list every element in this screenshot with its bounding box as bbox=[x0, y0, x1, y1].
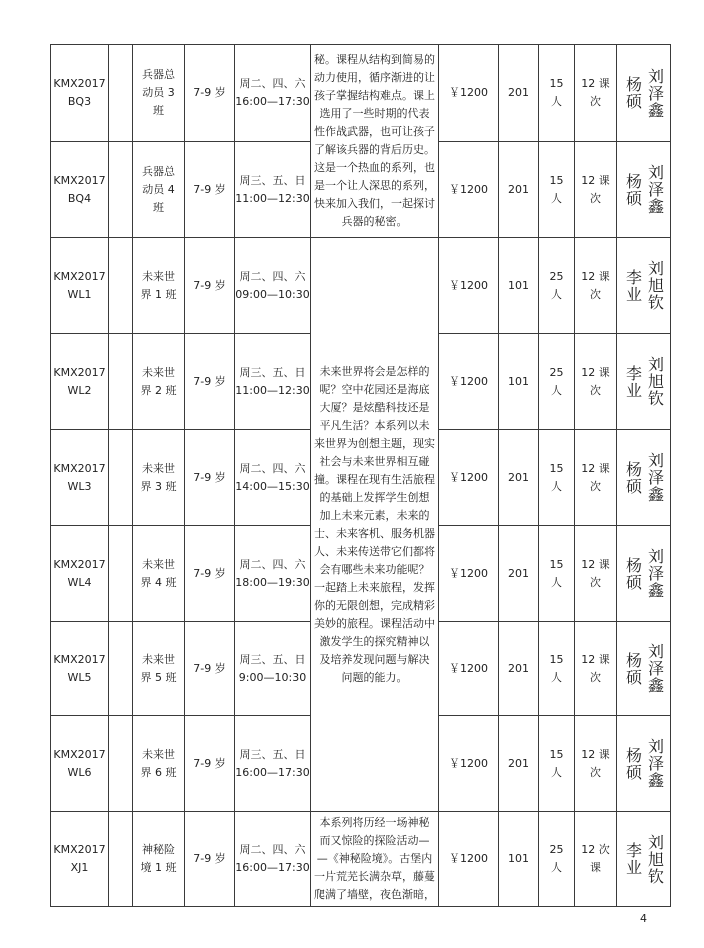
row-2-lesson-count bbox=[574, 141, 617, 238]
room-text: 201 bbox=[508, 470, 529, 484]
teacher-name: 刘泽鑫 bbox=[645, 164, 665, 215]
row-3-schedule-time bbox=[234, 237, 311, 334]
class-name-text: 兵器总 动员 3 班 bbox=[142, 68, 175, 117]
row-6-age-range bbox=[184, 525, 235, 622]
teacher-names bbox=[624, 164, 664, 215]
class-name-text: 未来世 界 4 班 bbox=[140, 557, 177, 589]
row-1-empty-cell bbox=[108, 44, 133, 142]
row-3-course-code bbox=[50, 237, 109, 334]
row-5-age-range bbox=[184, 429, 235, 526]
row-9-schedule-time bbox=[234, 811, 311, 907]
row-4-room bbox=[498, 333, 539, 430]
room-text: 201 bbox=[508, 182, 529, 196]
teacher-name: 刘泽鑫 bbox=[645, 643, 665, 694]
row-9-class-name bbox=[132, 811, 185, 907]
class-name-text: 未来世 界 2 班 bbox=[140, 365, 177, 397]
teacher-names bbox=[624, 738, 664, 789]
row-3-empty-cell bbox=[108, 237, 133, 334]
lesson-count-text: 12 课 次 bbox=[581, 461, 610, 493]
row-9-age-range bbox=[184, 811, 235, 907]
row-4-capacity bbox=[538, 333, 575, 430]
lesson-count-text: 12 课 次 bbox=[581, 365, 610, 397]
age-range-text: 7-9 岁 bbox=[193, 852, 226, 865]
age-range-text: 7-9 岁 bbox=[193, 278, 226, 292]
teacher-name: 杨硕 bbox=[623, 460, 643, 495]
teacher-name: 刘泽鑫 bbox=[645, 548, 665, 599]
row-5-room bbox=[498, 429, 539, 526]
row-2-age-range bbox=[184, 141, 235, 238]
row-9-price bbox=[438, 811, 499, 907]
row-3-lesson-count bbox=[574, 237, 617, 334]
age-range-text: 7-9 岁 bbox=[193, 470, 226, 484]
capacity-text: 25 人 bbox=[549, 843, 564, 874]
row-8-room bbox=[498, 715, 539, 812]
teacher-names bbox=[624, 834, 664, 885]
row-6-schedule-time bbox=[234, 525, 311, 622]
row-4-empty-cell bbox=[108, 333, 133, 430]
room-text: 101 bbox=[508, 278, 529, 292]
age-range-text: 7-9 岁 bbox=[193, 756, 226, 770]
row-5-price bbox=[438, 429, 499, 526]
row-1-course-code bbox=[50, 44, 109, 142]
schedule-time-text: 周二、四、六 16:00—17:30 bbox=[235, 77, 310, 108]
row-3-capacity bbox=[538, 237, 575, 334]
row-6-price bbox=[438, 525, 499, 622]
price-text: ￥1200 bbox=[449, 566, 488, 580]
row-7-capacity bbox=[538, 621, 575, 716]
teacher-name: 李业 bbox=[623, 842, 643, 876]
row-1-age-range bbox=[184, 44, 235, 142]
course-code-text: KMX2017 WL6 bbox=[53, 747, 106, 779]
row-2-price bbox=[438, 141, 499, 238]
description-cell-1 bbox=[310, 44, 439, 238]
row-1-capacity bbox=[538, 44, 575, 142]
teacher-name: 杨硕 bbox=[623, 651, 643, 686]
row-5-schedule-time bbox=[234, 429, 311, 526]
capacity-text: 25 人 bbox=[549, 365, 564, 397]
lesson-count-text: 12 次 课 bbox=[581, 843, 610, 874]
row-5-capacity bbox=[538, 429, 575, 526]
row-2-class-name bbox=[132, 141, 185, 238]
row-7-lesson-count bbox=[574, 621, 617, 716]
row-9-room bbox=[498, 811, 539, 907]
row-7-teachers bbox=[616, 621, 671, 716]
lesson-count-text: 12 课 次 bbox=[581, 173, 610, 205]
row-7-room bbox=[498, 621, 539, 716]
teacher-name: 李业 bbox=[623, 364, 643, 399]
capacity-text: 15 人 bbox=[549, 173, 564, 205]
capacity-text: 25 人 bbox=[549, 269, 564, 301]
row-9-course-code bbox=[50, 811, 109, 907]
row-9-teachers bbox=[616, 811, 671, 907]
course-code-text: KMX2017 WL3 bbox=[53, 461, 106, 493]
row-1-room bbox=[498, 44, 539, 142]
age-range-text: 7-9 岁 bbox=[193, 182, 226, 196]
row-2-empty-cell bbox=[108, 141, 133, 238]
teacher-name: 杨硕 bbox=[623, 172, 643, 207]
row-4-class-name bbox=[132, 333, 185, 430]
lesson-count-text: 12 课 次 bbox=[581, 269, 610, 301]
class-name-text: 兵器总 动员 4 班 bbox=[142, 164, 175, 214]
row-3-teachers bbox=[616, 237, 671, 334]
price-text: ￥1200 bbox=[449, 852, 488, 865]
room-text: 101 bbox=[508, 852, 529, 865]
row-3-price bbox=[438, 237, 499, 334]
row-2-teachers bbox=[616, 141, 671, 238]
row-8-lesson-count bbox=[574, 715, 617, 812]
row-1-price bbox=[438, 44, 499, 142]
schedule-time-text: 周三、五、日 16:00—17:30 bbox=[235, 747, 310, 779]
teacher-names bbox=[624, 452, 664, 503]
teacher-name: 刘旭钦 bbox=[645, 833, 665, 885]
class-name-text: 神秘险 境 1 班 bbox=[140, 843, 177, 874]
description-text: 未来世界将会是怎样的 呢？空中花园还是海底 大厦？是炫酷科技还是 平凡生活？本系列以未 来世界为创想主题，现实 社会与未来世界相互碰 撞。课程在现有生活旅程 的基础上发挥学生创想 加上未来元素，未来的 士、未来客机、服务机器 人、未来传送带它们都将 会有哪些未来功能呢？ 一起踏上未来旅程，发挥 你的无限创想，完成精彩 美妙的旅程。课程活动中 激发学生的探究精神以 及培养发现问题与解决 问题的能力。 bbox=[314, 364, 435, 684]
row-4-schedule-time bbox=[234, 333, 311, 430]
row-9-empty-cell bbox=[108, 811, 133, 907]
price-text: ￥1200 bbox=[449, 182, 488, 196]
row-5-teachers bbox=[616, 429, 671, 526]
price-text: ￥1200 bbox=[449, 661, 488, 675]
schedule-time-text: 周三、五、日 9:00—10:30 bbox=[238, 652, 307, 684]
row-8-age-range bbox=[184, 715, 235, 812]
description-cell-2 bbox=[310, 237, 439, 812]
row-8-capacity bbox=[538, 715, 575, 812]
course-code-text: KMX2017 WL5 bbox=[53, 652, 106, 684]
room-text: 201 bbox=[508, 661, 529, 675]
row-7-course-code bbox=[50, 621, 109, 716]
row-2-schedule-time bbox=[234, 141, 311, 238]
capacity-text: 15 人 bbox=[549, 557, 564, 589]
teacher-name: 刘泽鑫 bbox=[645, 67, 665, 119]
row-5-class-name bbox=[132, 429, 185, 526]
schedule-time-text: 周二、四、六 16:00—17:30 bbox=[235, 843, 310, 874]
teacher-names bbox=[624, 356, 664, 407]
row-3-room bbox=[498, 237, 539, 334]
class-name-text: 未来世 界 1 班 bbox=[140, 269, 177, 301]
teacher-name: 刘泽鑫 bbox=[645, 452, 665, 503]
row-4-teachers bbox=[616, 333, 671, 430]
row-4-lesson-count bbox=[574, 333, 617, 430]
teacher-names bbox=[624, 68, 664, 119]
row-3-class-name bbox=[132, 237, 185, 334]
class-name-text: 未来世 界 5 班 bbox=[140, 652, 177, 684]
row-8-course-code bbox=[50, 715, 109, 812]
row-8-teachers bbox=[616, 715, 671, 812]
teacher-name: 杨硕 bbox=[623, 556, 643, 591]
lesson-count-text: 12 课 次 bbox=[581, 557, 610, 589]
teacher-name: 杨硕 bbox=[623, 76, 643, 110]
teacher-names bbox=[624, 548, 664, 599]
row-4-course-code bbox=[50, 333, 109, 430]
schedule-time-text: 周二、四、六 14:00—15:30 bbox=[235, 461, 310, 493]
course-code-text: KMX2017 BQ3 bbox=[53, 77, 106, 108]
row-2-capacity bbox=[538, 141, 575, 238]
room-text: 201 bbox=[508, 566, 529, 580]
description-text: 本系列将历经一场神秘 而又惊险的探险活动— —《神秘险境》。古堡内 一片荒芜长满杂草，藤蔓 爬满了墙壁，夜色渐暗， bbox=[314, 816, 435, 901]
teacher-name: 刘旭钦 bbox=[645, 356, 665, 407]
row-8-class-name bbox=[132, 715, 185, 812]
schedule-time-text: 周三、五、日 11:00—12:30 bbox=[235, 365, 310, 397]
teacher-name: 刘旭钦 bbox=[645, 260, 665, 311]
class-name-text: 未来世 界 6 班 bbox=[140, 747, 177, 779]
capacity-text: 15 人 bbox=[549, 652, 564, 684]
row-7-schedule-time bbox=[234, 621, 311, 716]
row-8-empty-cell bbox=[108, 715, 133, 812]
room-text: 101 bbox=[508, 374, 529, 388]
row-7-age-range bbox=[184, 621, 235, 716]
row-1-schedule-time bbox=[234, 44, 311, 142]
teacher-name: 刘泽鑫 bbox=[645, 738, 665, 789]
room-text: 201 bbox=[508, 86, 529, 99]
room-text: 201 bbox=[508, 756, 529, 770]
age-range-text: 7-9 岁 bbox=[193, 374, 226, 388]
lesson-count-text: 12 课 次 bbox=[581, 77, 610, 108]
teacher-names bbox=[624, 643, 664, 694]
lesson-count-text: 12 课 次 bbox=[581, 652, 610, 684]
price-text: ￥1200 bbox=[449, 374, 488, 388]
row-6-room bbox=[498, 525, 539, 622]
row-8-price bbox=[438, 715, 499, 812]
row-7-price bbox=[438, 621, 499, 716]
row-5-empty-cell bbox=[108, 429, 133, 526]
row-4-age-range bbox=[184, 333, 235, 430]
row-9-capacity bbox=[538, 811, 575, 907]
schedule-time-text: 周二、四、六 18:00—19:30 bbox=[235, 557, 310, 589]
age-range-text: 7-9 岁 bbox=[193, 661, 226, 675]
row-1-lesson-count bbox=[574, 44, 617, 142]
class-name-text: 未来世 界 3 班 bbox=[140, 461, 177, 493]
row-6-class-name bbox=[132, 525, 185, 622]
row-2-course-code bbox=[50, 141, 109, 238]
course-code-text: KMX2017 XJ1 bbox=[53, 843, 106, 874]
price-text: ￥1200 bbox=[449, 278, 488, 292]
price-text: ￥1200 bbox=[449, 756, 488, 770]
row-6-teachers bbox=[616, 525, 671, 622]
price-text: ￥1200 bbox=[449, 86, 488, 99]
schedule-time-text: 周二、四、六 09:00—10:30 bbox=[235, 269, 310, 301]
row-6-lesson-count bbox=[574, 525, 617, 622]
course-code-text: KMX2017 WL1 bbox=[53, 269, 106, 301]
row-4-price bbox=[438, 333, 499, 430]
page-number: 4 bbox=[640, 912, 647, 925]
teacher-name: 李业 bbox=[623, 268, 643, 303]
row-1-class-name bbox=[132, 44, 185, 142]
row-7-empty-cell bbox=[108, 621, 133, 716]
description-cell-3 bbox=[310, 811, 439, 907]
course-code-text: KMX2017 BQ4 bbox=[53, 173, 106, 205]
age-range-text: 7-9 岁 bbox=[193, 86, 226, 99]
row-2-room bbox=[498, 141, 539, 238]
schedule-time-text: 周三、五、日 11:00—12:30 bbox=[235, 173, 310, 205]
capacity-text: 15 人 bbox=[549, 77, 564, 108]
lesson-count-text: 12 课 次 bbox=[581, 747, 610, 779]
price-text: ￥1200 bbox=[449, 470, 488, 484]
row-6-empty-cell bbox=[108, 525, 133, 622]
row-7-class-name bbox=[132, 621, 185, 716]
capacity-text: 15 人 bbox=[549, 461, 564, 493]
teacher-name: 杨硕 bbox=[623, 746, 643, 781]
row-1-teachers bbox=[616, 44, 671, 142]
row-5-course-code bbox=[50, 429, 109, 526]
course-code-text: KMX2017 WL4 bbox=[53, 557, 106, 589]
teacher-names bbox=[624, 260, 664, 311]
description-text: 秘。课程从结构到简易的 动力使用，循序渐进的让 孩子掌握结构难点。课上 选用了一些时期的代表 性作战武器，也可让孩子 了解该兵器的背后历史。 这是一个热血的系列，也 是一个让人深思的系列， 快来加入我们，一起探讨 兵器的秘密。 bbox=[314, 53, 435, 228]
row-6-capacity bbox=[538, 525, 575, 622]
row-5-lesson-count bbox=[574, 429, 617, 526]
row-6-course-code bbox=[50, 525, 109, 622]
row-9-lesson-count bbox=[574, 811, 617, 907]
age-range-text: 7-9 岁 bbox=[193, 566, 226, 580]
row-8-schedule-time bbox=[234, 715, 311, 812]
course-code-text: KMX2017 WL2 bbox=[53, 365, 106, 397]
row-3-age-range bbox=[184, 237, 235, 334]
capacity-text: 15 人 bbox=[549, 747, 564, 779]
